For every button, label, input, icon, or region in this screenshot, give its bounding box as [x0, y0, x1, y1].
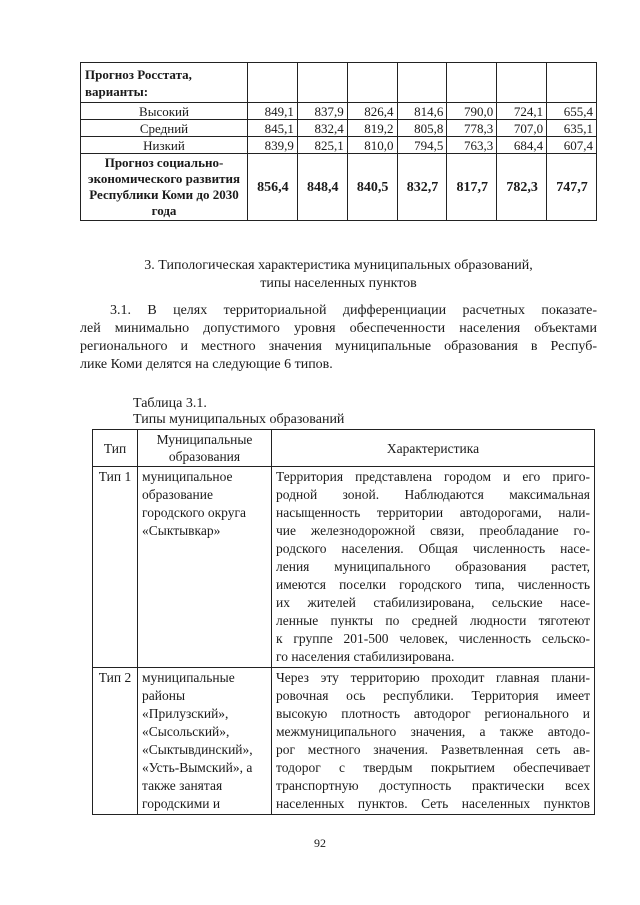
value-cell: 790,0	[447, 103, 497, 120]
table-row	[81, 103, 597, 120]
table-row	[81, 154, 597, 221]
cell-line: к группе 201-500 человек, численность сельско-	[276, 631, 590, 646]
cell-line: высокую плотность автодорог регионального и	[276, 706, 590, 721]
column-header: Характеристика	[272, 430, 595, 467]
paragraph-line: лике Коми делятся на следующие 6 типов.	[80, 357, 333, 372]
row-label: Средний	[81, 120, 248, 137]
value-cell: 778,3	[447, 120, 497, 137]
column-header: Муниципальные образования	[138, 430, 272, 467]
column-header: Тип	[93, 430, 138, 467]
cell-line: Через эту территорию проходит главная плани-	[276, 670, 590, 685]
cell-line: имеются поселки городского типа, численность	[276, 577, 590, 592]
cell-line: го населения стабилизирована.	[276, 649, 455, 664]
cell-line: населенных пунктов. Сеть населенных пунктов	[276, 796, 590, 811]
paragraph-line: лей минимально допустимого уровня обеспеченности населения объектами	[80, 321, 597, 336]
characteristic-cell	[272, 467, 595, 668]
value-cell: 782,3	[497, 154, 547, 221]
value-cell: 724,1	[497, 103, 547, 120]
type-cell: Тип 2	[93, 668, 138, 815]
types-table	[92, 429, 595, 815]
cell-line: Территория представлена городом и его приго-	[276, 469, 590, 484]
rosstat-header-cell: Прогноз Росстата, варианты:	[81, 63, 248, 103]
row-label: Низкий	[81, 137, 248, 154]
table-caption	[133, 396, 344, 428]
value-cell: 837,9	[297, 103, 347, 120]
value-cell: 655,4	[547, 103, 597, 120]
value-cell: 819,2	[347, 120, 397, 137]
value-cell: 814,6	[397, 103, 447, 120]
table-row	[81, 137, 597, 154]
value-cell: 825,1	[297, 137, 347, 154]
value-cell: 635,1	[547, 120, 597, 137]
value-cell: 810,0	[347, 137, 397, 154]
value-cell: 849,1	[248, 103, 298, 120]
page-number: 92	[314, 836, 326, 850]
value-cell: 763,3	[447, 137, 497, 154]
value-cell: 707,0	[497, 120, 547, 137]
value-cell: 856,4	[248, 154, 298, 221]
value-cell: 839,9	[248, 137, 298, 154]
cell-line: транспортную доступность практически всех	[276, 778, 590, 793]
cell-line: насыщенность территории автодорогами, нали-	[276, 505, 590, 520]
cell-line: рог местного значения. Разветвленная сеть ав-	[276, 742, 590, 757]
cell-line: ленные пункты по средней людности тяготеют	[276, 613, 590, 628]
municipality-cell: муниципальное образование городского округа «Сыктывкар»	[138, 467, 272, 668]
row-label: Прогноз социально-экономического развития Республики Коми до 2030 года	[81, 154, 248, 221]
value-cell: 848,4	[297, 154, 347, 221]
value-cell: 832,7	[397, 154, 447, 221]
body-paragraph	[80, 302, 597, 374]
section-title	[80, 257, 597, 293]
cell-line: чие железнодорожной связи, преобладание го-	[276, 523, 590, 538]
table-header-row	[93, 430, 595, 467]
row-label: Высокий	[81, 103, 248, 120]
type-cell: Тип 1	[93, 467, 138, 668]
section-title-line: 3. Типологическая характеристика муниципальных образований,	[144, 258, 533, 273]
cell-line: тодорог с твердым покрытием обеспечивает	[276, 760, 590, 775]
paragraph-line: 3.1. В целях территориальной дифференциации расчетных показате-	[110, 303, 597, 318]
value-cell: 794,5	[397, 137, 447, 154]
cell-line: ления муниципального образования растет,	[276, 559, 590, 574]
value-cell: 845,1	[248, 120, 298, 137]
value-cell: 607,4	[547, 137, 597, 154]
table-row	[81, 63, 597, 103]
value-cell: 747,7	[547, 154, 597, 221]
table-title: Типы муниципальных образований	[133, 412, 345, 427]
municipality-cell: муниципальные районы «Прилузский», «Сысольский», «Сыктывдинский», «Усть-Вымский», а также занятая городскими и	[138, 668, 272, 815]
cell-line: родского населения. Общая численность насе-	[276, 541, 590, 556]
table-row	[81, 120, 597, 137]
forecast-table	[80, 62, 597, 221]
table-row	[93, 668, 595, 815]
cell-line: межмуниципального значения, а также автодо-	[276, 724, 590, 739]
paragraph-line: регионального и местного значения муниципальные образования в Респуб-	[80, 339, 597, 354]
section-title-line: типы населенных пунктов	[260, 276, 417, 291]
cell-line: их жителей стабилизирована, сельские насе-	[276, 595, 590, 610]
cell-line: ровочная ось республики. Территория имеет	[276, 688, 590, 703]
characteristic-cell	[272, 668, 595, 815]
table-number: Таблица 3.1.	[133, 396, 207, 411]
value-cell: 826,4	[347, 103, 397, 120]
value-cell: 817,7	[447, 154, 497, 221]
value-cell: 832,4	[297, 120, 347, 137]
table-row	[93, 467, 595, 668]
value-cell: 684,4	[497, 137, 547, 154]
value-cell: 805,8	[397, 120, 447, 137]
cell-line: родной зоной. Наблюдаются максимальная	[276, 487, 590, 502]
value-cell: 840,5	[347, 154, 397, 221]
